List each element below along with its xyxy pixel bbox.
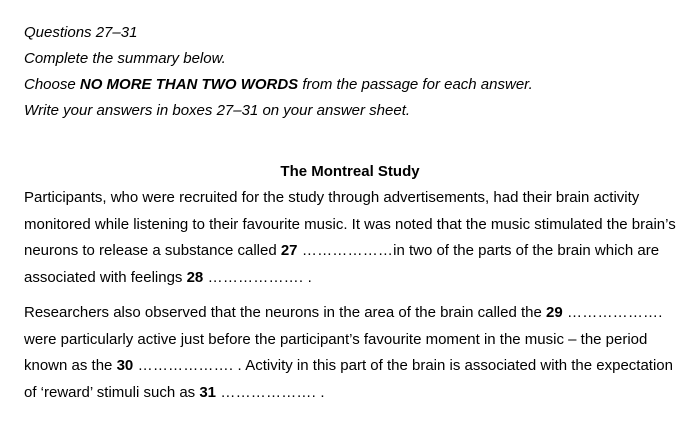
question-number-28: 28 [186,268,204,286]
instruction-choose-words [24,72,700,98]
para1-text-b: in two of the parts of the brain which are associated with feelings [24,242,660,286]
answer-blank-28: ………………. . [203,268,312,286]
para1-text-a: Participants, who were recruited for the study through advertisements, had their brain activity monitored while listening to their favourite music. It was noted that the music stimulated the brain’s neurons to release a substance called [24,189,676,259]
para2-text-b: were particularly active just before the participant’s favourite moment in the music – the period known as the [24,330,648,374]
question-number-31: 31 [199,383,217,401]
spacer [24,291,700,300]
answer-blank-30: ………………. . [133,357,242,374]
para2-text-a: Researchers also observed that the neurons in the area of the brain called the [24,304,546,321]
instruction-choose-post: from the passage for each answer. [298,76,533,93]
summary-title: The Montreal Study [280,163,420,180]
question-number-30: 30 [116,357,134,374]
question-number-29: 29 [546,304,563,321]
question-number-27: 27 [280,242,298,259]
summary-paragraph-1 [24,185,684,291]
answer-blank-31: ………………. . [216,383,325,401]
para2-text-c: Activity in this part of the brain is associated with the expectation of ‘reward’ stimuli such as [24,357,673,401]
questions-heading: Questions 27–31 [24,24,138,41]
answer-blank-27: ……………… [297,242,394,259]
answer-blank-29: ………………. [562,304,663,321]
instruction-complete-summary: Complete the summary below. [24,50,226,67]
spacer [24,124,700,159]
instructions-block [24,20,700,124]
instruction-answer-sheet: Write your answers in boxes 27–31 on your answer sheet. [24,102,411,119]
instruction-choose-pre: Choose [24,76,80,93]
summary-paragraph-2 [24,300,684,406]
instruction-word-limit: NO MORE THAN TWO WORDS [79,76,299,93]
